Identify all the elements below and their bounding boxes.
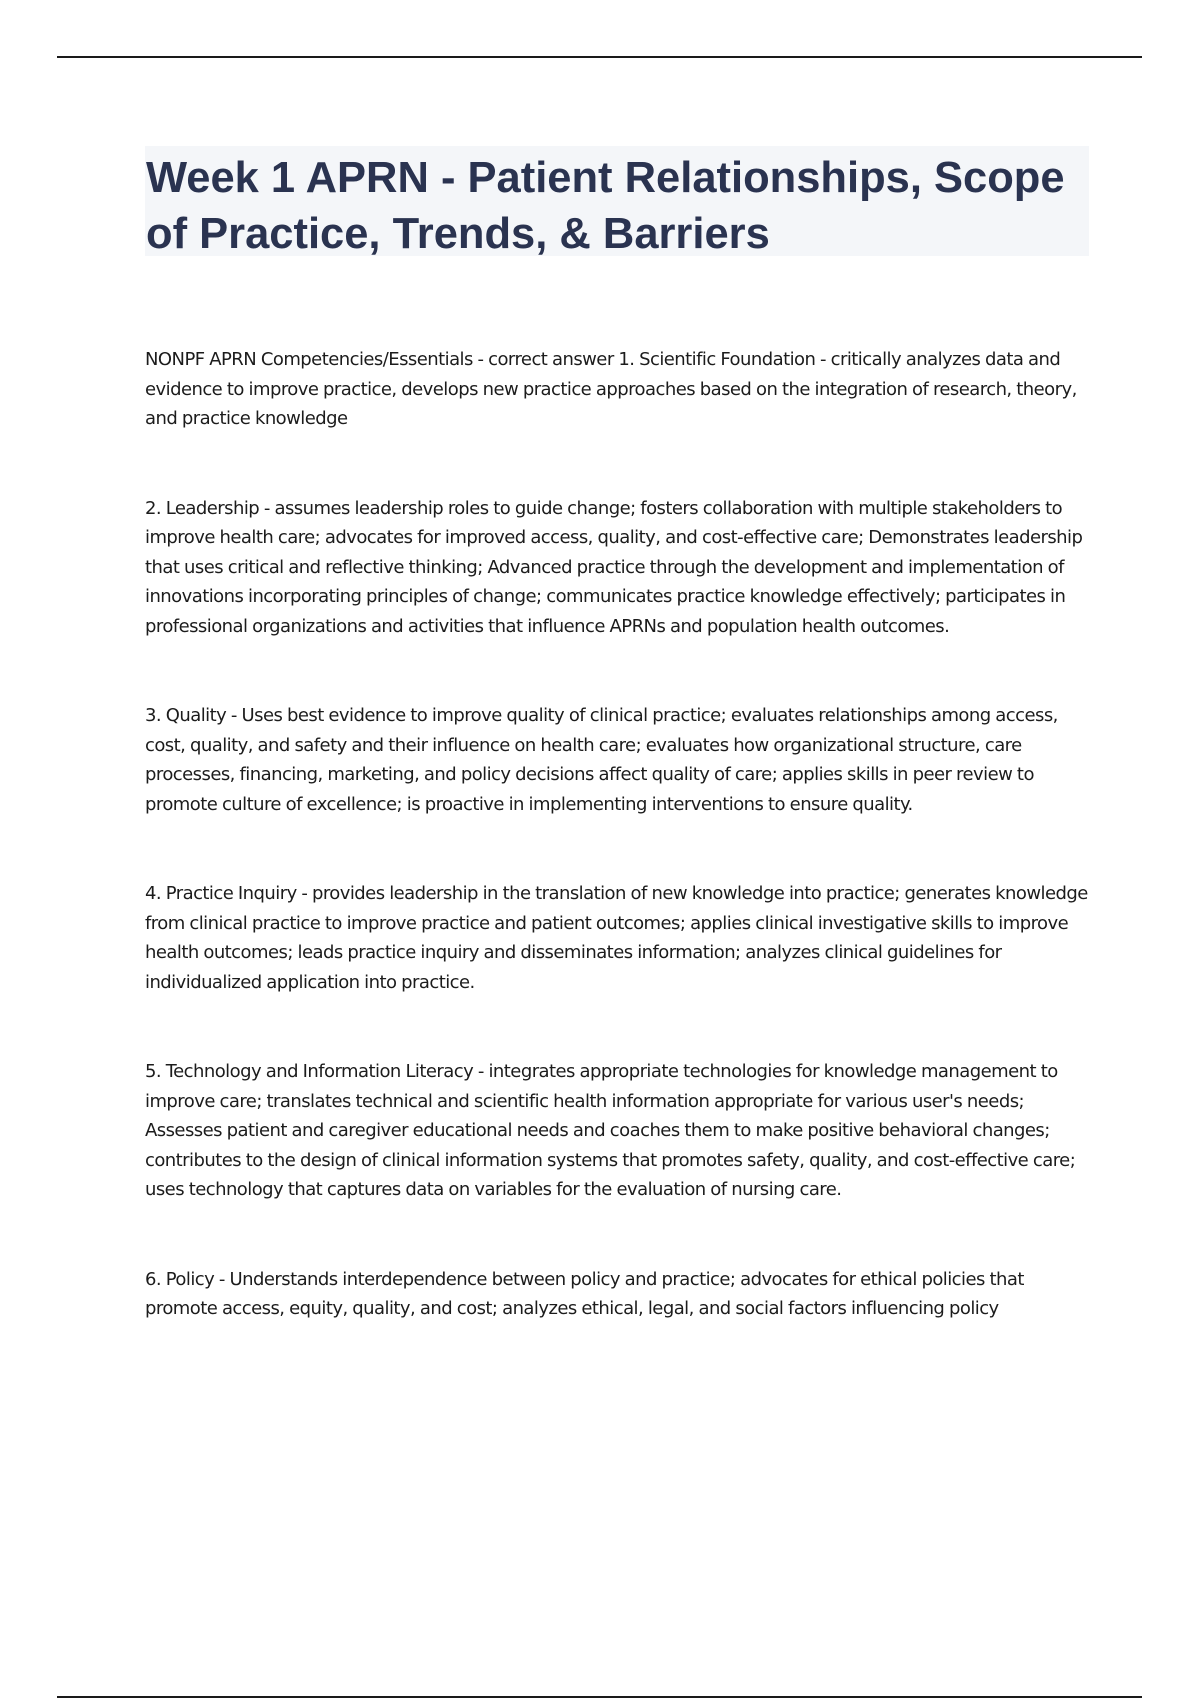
top-rule <box>57 56 1142 58</box>
paragraph-practice-inquiry: 4. Practice Inquiry - provides leadership in the translation of new knowledge into practice; generates knowledge from clinical practice to improve practice and patient outcomes; applies clinical investigative skills to improve health outcomes; leads practice inquiry and disseminates information; analyzes clinical guidelines for individualized application into practice. <box>145 883 1088 993</box>
paragraph-quality: 3. Quality - Uses best evidence to improve quality of clinical practice; evaluates relationships among access, cost, quality, and safety and their influence on health care; evaluates how organizational structure, care processes, financing, marketing, and policy decisions affect quality of care; applies skills in peer review to promote culture of excellence; is proactive in implementing interventions to ensure quality. <box>145 705 1058 815</box>
paragraph-scientific-foundation: NONPF APRN Competencies/Essentials - correct answer 1. Scientific Foundation - critically analyzes data and evidence to improve practice, develops new practice approaches based on the integration of research, theory, and practice knowledge <box>145 349 1077 429</box>
title-block <box>145 146 1089 256</box>
bottom-rule <box>57 1696 1142 1698</box>
paragraph-policy: 6. Policy - Understands interdependence between policy and practice; advocates for ethical policies that promote access, equity, quality, and cost; analyzes ethical, legal, and social factors influencing policy <box>145 1268 1024 1319</box>
document-title: Week 1 APRN - Patient Relationships, Scope of Practice, Trends, & Barriers <box>146 154 1065 258</box>
paragraph-technology-information-literacy: 5. Technology and Information Literacy - integrates appropriate technologies for knowledge management to improve care; translates technical and scientific health information appropriate for various user's needs; Assesses patient and caregiver educational needs and coaches them to make positive behavioral changes; contributes to the design of clinical information systems that promotes safety, quality, and cost-effective care; uses technology that captures data on variables for the evaluation of nursing care. <box>145 1061 1076 1200</box>
document-body <box>145 345 1090 1384</box>
paragraph-leadership: 2. Leadership - assumes leadership roles to guide change; fosters collaboration with multiple stakeholders to improve health care; advocates for improved access, quality, and cost-effective care; Demonstrates leadership that uses critical and reflective thinking; Advanced practice through the development and implementation of innovations incorporating principles of change; communicates practice knowledge effectively; participates in professional organizations and activities that influence APRNs and population health outcomes. <box>145 497 1083 637</box>
